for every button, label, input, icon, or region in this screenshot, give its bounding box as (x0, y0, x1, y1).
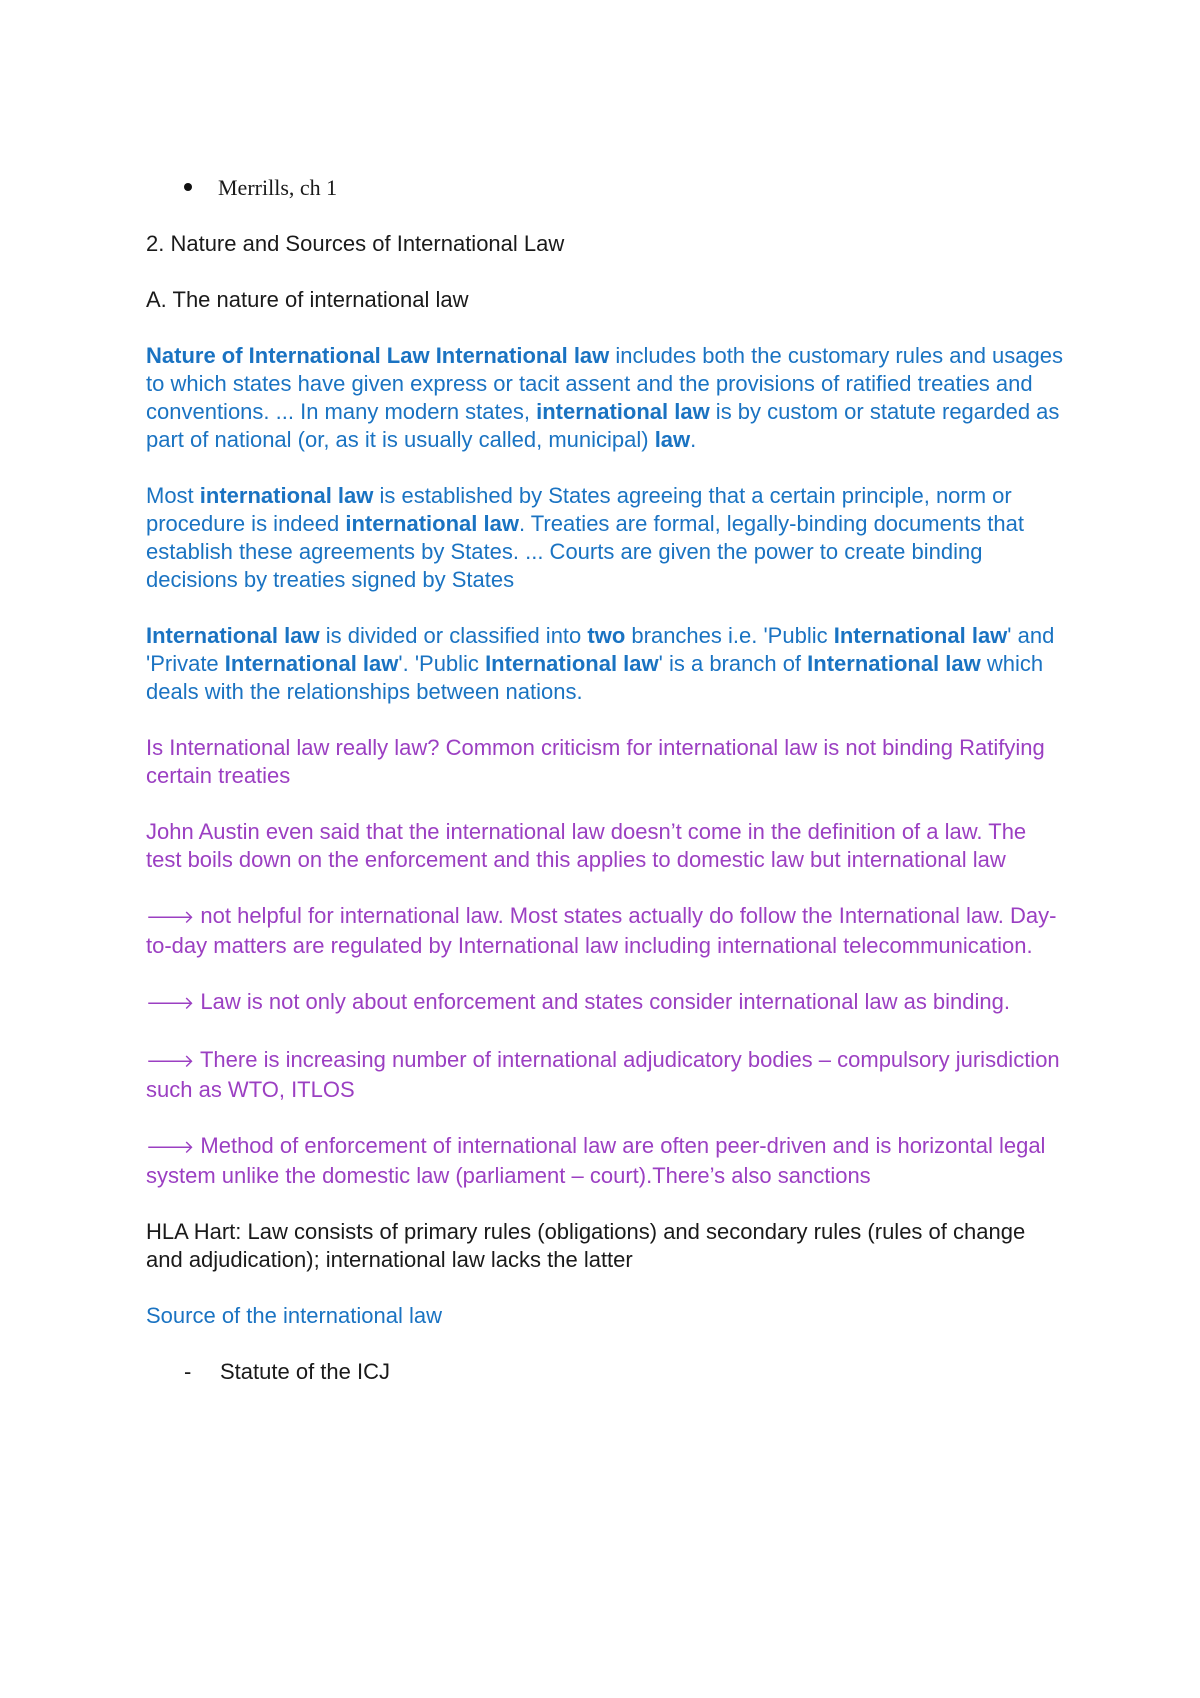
text: . (690, 427, 697, 452)
section-heading: 2. Nature and Sources of International Law (146, 231, 565, 256)
bold-text: International law (833, 623, 1008, 648)
arrow-right-icon: 🡒 (146, 993, 195, 1014)
bold-text: international law (536, 399, 710, 424)
bold-text: International law (224, 651, 399, 676)
dash-marker: - (184, 1359, 192, 1384)
bold-text: International law (807, 651, 981, 676)
paragraph-adjudicatory-bodies (146, 1046, 1066, 1104)
text: There is increasing number of international adjudicatory bodies – compulsory jurisdiction such as WTO, ITLOS (146, 1047, 1060, 1102)
text: is by custom or statute regarded as part of national (or, as it is usually called, municipal) (146, 399, 1060, 452)
paragraph-john-austin: John Austin even said that the international law doesn’t come in the definition of a law. The test boils down on the enforcement and this applies to domestic law but international law (146, 819, 1027, 872)
text: Method of enforcement of international law are often peer-driven and is horizontal legal system unlike the domestic law (parliament – court).There’s also sanctions (146, 1133, 1046, 1188)
paragraph-most-international-law (146, 482, 1066, 594)
arrow-right-icon: 🡒 (146, 907, 195, 928)
arrow-right-icon: 🡒 (146, 1051, 195, 1072)
bullet-text: Merrills, ch 1 (218, 175, 338, 200)
paragraph-source-heading: Source of the international law (146, 1303, 442, 1328)
text: ' is a branch of (658, 651, 808, 676)
bullet-item (184, 174, 1066, 202)
dash-item-text: Statute of the ICJ (220, 1359, 390, 1384)
text: . Treaties are formal, legally-binding documents that establish these agreements by States. ... Courts are given the power to create binding decisions by treaties signed by States (146, 511, 1024, 592)
bold-text: international law (345, 511, 519, 536)
text: Most (146, 483, 200, 508)
text: includes both the customary rules and usages to which states have given express or tacit assent and the provisions of ratified treaties and conventions. ... In many modern states, (146, 343, 1063, 424)
document-body (146, 174, 1066, 1414)
paragraph-not-helpful (146, 902, 1066, 960)
text: is established by States agreeing that a certain principle, norm or procedure is indeed (146, 483, 1012, 536)
text: Law is not only about enforcement and states consider international law as binding. (194, 989, 1010, 1014)
bold-text: law (654, 427, 691, 452)
paragraph-branches (146, 622, 1066, 706)
dash-list-item (184, 1358, 1066, 1386)
text: which deals with the relationships between nations. (146, 651, 1044, 704)
text: branches i.e. 'Public (625, 623, 834, 648)
text: is divided or classified into (319, 623, 588, 648)
bold-text: International law (146, 623, 320, 648)
text: '. 'Public (398, 651, 486, 676)
arrow-right-icon: 🡒 (146, 1137, 195, 1158)
paragraph-is-law: Is International law really law? Common criticism for international law is not binding Ratifying certain treaties (146, 735, 1045, 788)
bold-text: two (587, 623, 626, 648)
paragraph-method-of-enforcement (146, 1132, 1066, 1190)
subsection-heading: A. The nature of international law (146, 287, 469, 312)
bold-text: International law (485, 651, 659, 676)
paragraph-nature (146, 342, 1066, 454)
text: ' and 'Private (146, 623, 1055, 676)
bullet-dot-icon (184, 183, 192, 191)
bold-text: Nature of International Law International law (146, 343, 610, 368)
bold-text: international law (199, 483, 374, 508)
paragraph-enforcement (146, 988, 1066, 1018)
paragraph-hla-hart: HLA Hart: Law consists of primary rules (obligations) and secondary rules (rules of change and adjudication); international law lacks the latter (146, 1219, 1026, 1272)
text: not helpful for international law. Most states actually do follow the International law. Day-to-day matters are regulated by International law including international telecommunication. (146, 903, 1057, 958)
